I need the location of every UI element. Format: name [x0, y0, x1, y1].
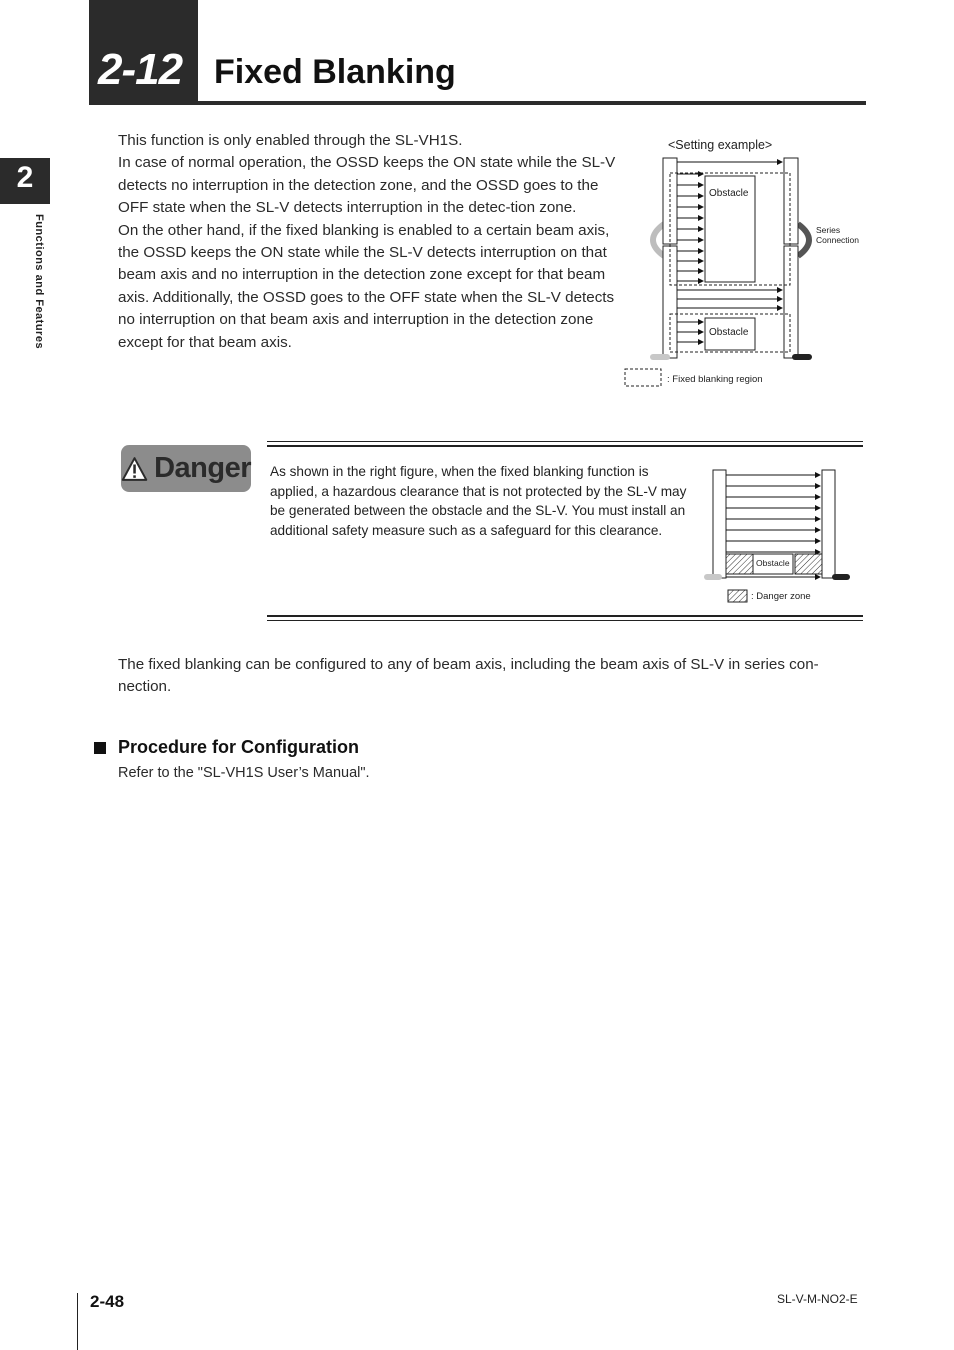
- title-rule: [89, 101, 866, 105]
- danger-label: Danger: [154, 452, 251, 484]
- page-number: 2-48: [90, 1292, 125, 1311]
- fixed-blanking-diagram: [620, 150, 870, 390]
- danger-rule-bottom: [267, 615, 863, 617]
- figure-caption: <Setting example>: [668, 138, 773, 152]
- danger-badge: [121, 445, 251, 492]
- section-number: 2-12: [98, 45, 183, 94]
- series-connection-label: Series Connection: [816, 225, 860, 245]
- obstacle-label: Obstacle: [709, 327, 749, 338]
- body-paragraph: The fixed blanking can be configured to any of beam axis, including the beam axis of SL-V in series con-nection.: [118, 656, 819, 696]
- chapter-label: Functions and Features: [33, 214, 45, 350]
- intro-paragraph: On the other hand, if the fixed blanking is enabled to a certain beam axis, the OSSD keeps the ON state while the SL-V detects interruption on that beam axis and no interruption in the detection zone except for that beam axis. Additionally, the OSSD goes to the OFF state when the SL-V detects no interruption on that beam axis and interruption in the detection zone except for that beam axis.: [118, 221, 615, 351]
- procedure-text: Refer to the "SL-VH1S User’s Manual".: [118, 765, 370, 781]
- footer-rule: [77, 1293, 78, 1350]
- warning-triangle-icon: [121, 455, 148, 483]
- procedure-heading-text: Procedure for Configuration: [118, 737, 360, 757]
- danger-zone-legend: : Danger zone: [751, 591, 811, 602]
- chapter-number: 2: [16, 161, 34, 194]
- danger-rule-top: [267, 441, 863, 442]
- danger-zone-diagram: [700, 465, 860, 605]
- danger-text: As shown in the right figure, when the fixed blanking function is applied, a hazardous clearance that is not protected by the SL-V may be generated between the obstacle and the SL-V. You must install an additional safety measure such as a safeguard for this clearance.: [270, 464, 687, 538]
- intro-text: [118, 130, 618, 354]
- obstacle-label: Obstacle: [756, 558, 790, 568]
- document-id: SL-V-M-NO2-E: [777, 1292, 858, 1306]
- page-title: Fixed Blanking: [214, 53, 456, 91]
- square-bullet-icon: [94, 742, 106, 754]
- intro-paragraph: This function is only enabled through the SL-VH1S.: [118, 132, 463, 149]
- obstacle-label: Obstacle: [709, 188, 749, 199]
- danger-rule-bottom: [267, 620, 863, 621]
- intro-paragraph: In case of normal operation, the OSSD keeps the ON state while the SL-V detects no interruption in the detection zone, and the OSSD goes to the OFF state when the SL-V detects interruption in the detec-tion zone.: [118, 154, 616, 217]
- fixed-blanking-legend: : Fixed blanking region: [667, 374, 763, 385]
- procedure-heading: [94, 737, 359, 758]
- danger-rule-top: [267, 445, 863, 447]
